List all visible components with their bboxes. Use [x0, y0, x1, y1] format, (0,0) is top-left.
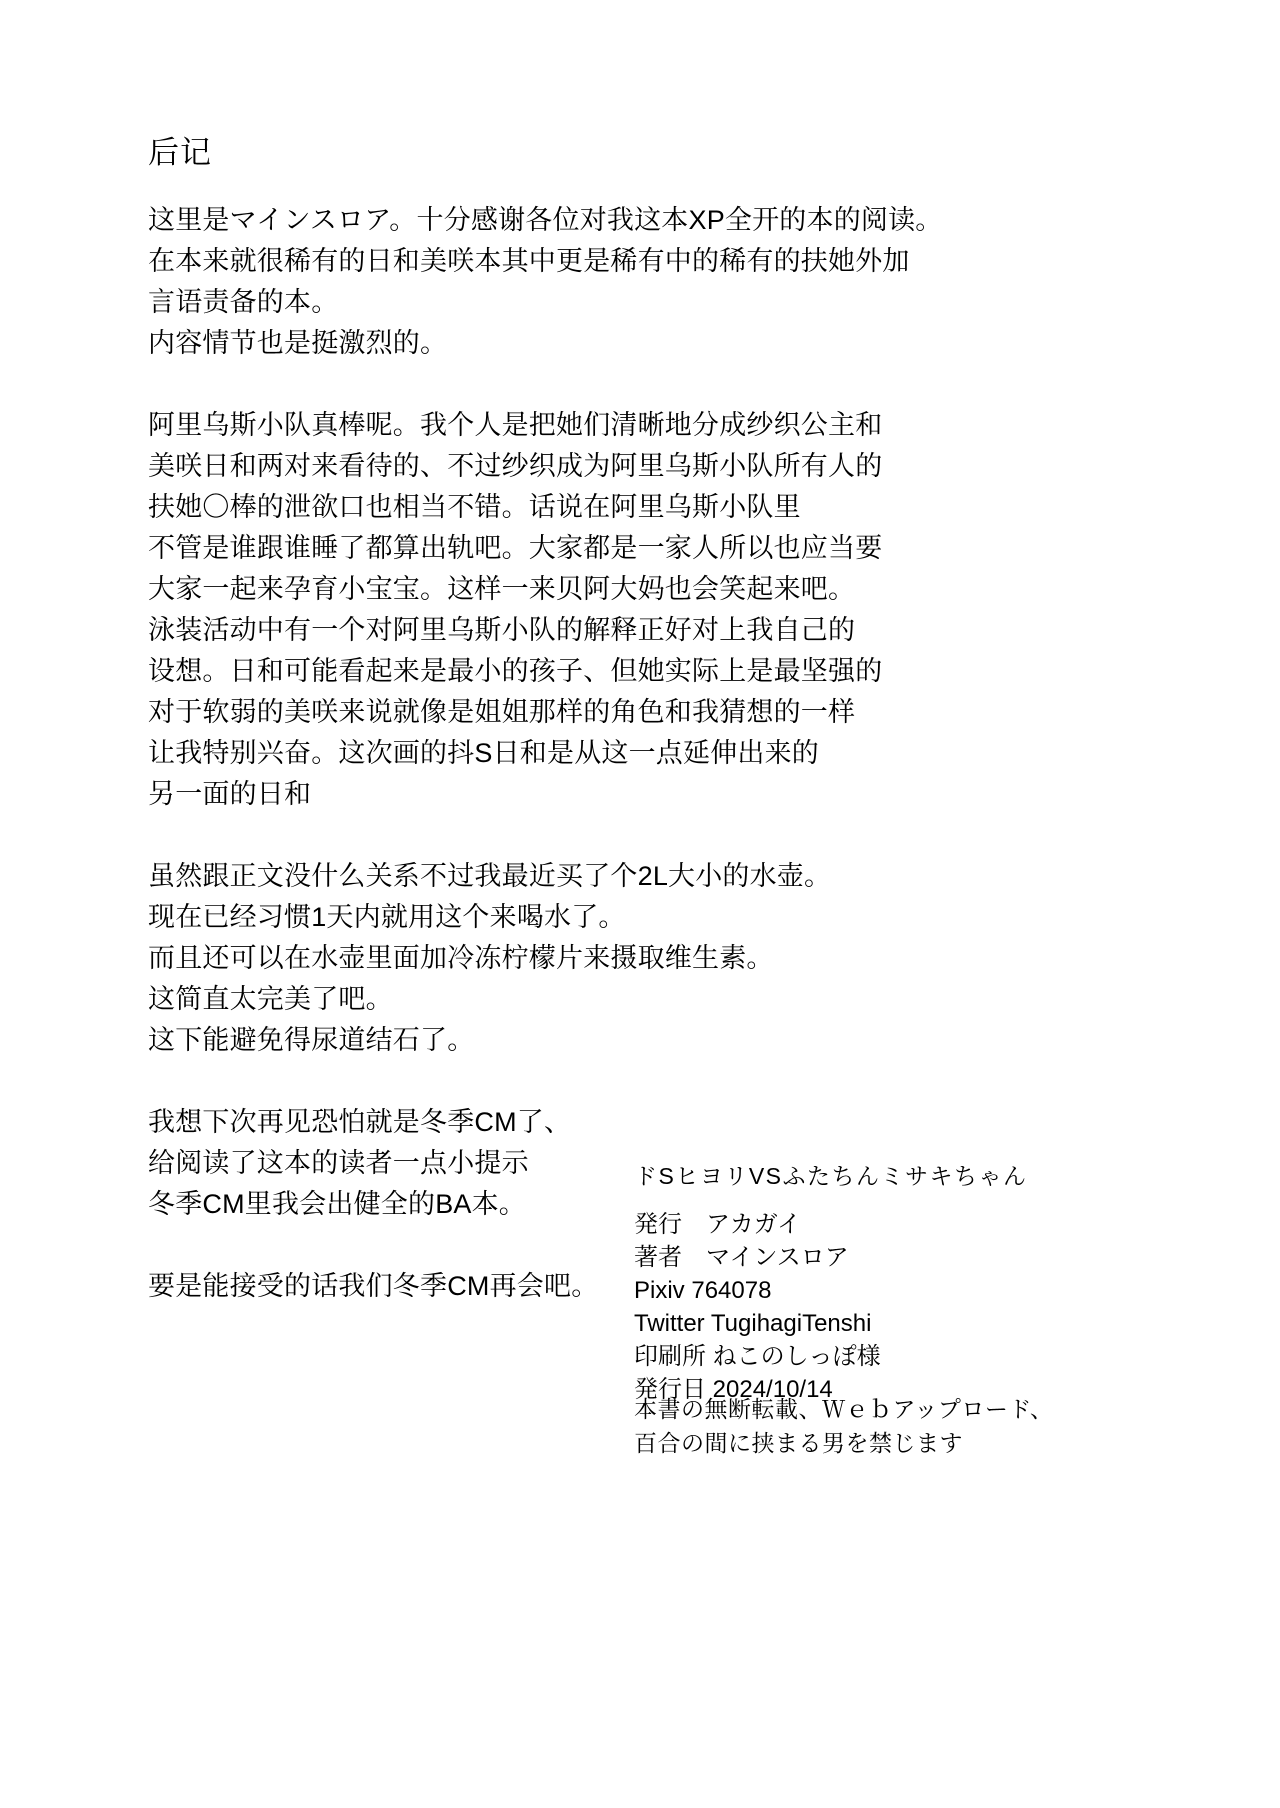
text-line: 言语责备的本。 [148, 287, 339, 317]
text-line: 不管是谁跟谁睡了都算出轨吧。大家都是一家人所以也应当要 [148, 533, 883, 563]
text-line: 虽然跟正文没什么关系不过我最近买了个2L大小的水壶。 [148, 861, 832, 891]
text-line: 内容情节也是挺激烈的。 [148, 328, 448, 358]
text-line: 在本来就很稀有的日和美咲本其中更是稀有中的稀有的扶她外加 [148, 246, 910, 276]
text-line: 对于软弱的美咲来说就像是姐姐那样的角色和我猜想的一样 [148, 697, 856, 727]
text-line: 大家一起来孕育小宝宝。这样一来贝阿大妈也会笑起来吧。 [148, 574, 856, 604]
colophon-line-publisher: 発行 アカガイ [634, 1211, 802, 1238]
colophon-line-date: 発行日 2024/10/14 [634, 1376, 833, 1403]
colophon-line-printer: 印刷所 ねこのしっぽ様 [634, 1343, 881, 1370]
text-line: 让我特别兴奋。这次画的抖S日和是从这一点延伸出来的 [148, 738, 820, 768]
paragraph-5 [148, 1266, 1028, 1307]
colophon-line-author: 著者 マインスロア [634, 1244, 849, 1271]
text-line: 扶她〇棒的泄欲口也相当不错。话说在阿里乌斯小队里 [148, 492, 801, 522]
copyright-notice [634, 1392, 1053, 1460]
text-line: 而且还可以在水壶里面加冷冻柠檬片来摄取维生素。 [148, 943, 774, 973]
colophon-line-twitter: Twitter TugihagiTenshi [634, 1310, 872, 1337]
paragraph-3 [148, 856, 1028, 1061]
colophon-line-pixiv: Pixiv 764078 [634, 1277, 772, 1304]
afterword-body [148, 200, 1028, 1307]
paragraph-2 [148, 405, 1028, 815]
colophon [634, 1208, 881, 1406]
text-line: 现在已经习惯1天内就用这个来喝水了。 [148, 902, 626, 932]
text-line: 要是能接受的话我们冬季CM再会吧。 [148, 1271, 599, 1301]
text-line: 这简直太完美了吧。 [148, 984, 393, 1014]
text-line: 冬季CM里我会出健全的BA本。 [148, 1189, 527, 1219]
notice-line-1: 本書の無断転載、Ｗｅｂアップロード、 [634, 1396, 1054, 1422]
work-title: ドSヒヨリVSふたちんミサキちゃん [634, 1163, 1028, 1189]
text-line: 泳装活动中有一个对阿里乌斯小队的解释正好对上我自己的 [148, 615, 856, 645]
notice-line-2: 百合の間に挟まる男を禁じます [634, 1430, 963, 1456]
text-line: 这里是マインスロア。十分感谢各位对我这本XP全开的本的阅读。 [148, 205, 943, 235]
paragraph-1 [148, 200, 1028, 364]
text-line: 这下能避免得尿道结石了。 [148, 1025, 475, 1055]
text-line: 另一面的日和 [148, 779, 312, 809]
text-line: 设想。日和可能看起来是最小的孩子、但她实际上是最坚强的 [148, 656, 883, 686]
page-title: 后记 [148, 135, 212, 170]
text-line: 美咲日和两对来看待的、不过纱织成为阿里乌斯小队所有人的 [148, 451, 883, 481]
text-line: 我想下次再见恐怕就是冬季CM了、 [148, 1107, 572, 1137]
text-line: 阿里乌斯小队真棒呢。我个人是把她们清晰地分成纱织公主和 [148, 410, 883, 440]
text-line: 给阅读了这本的读者一点小提示 [148, 1148, 529, 1178]
